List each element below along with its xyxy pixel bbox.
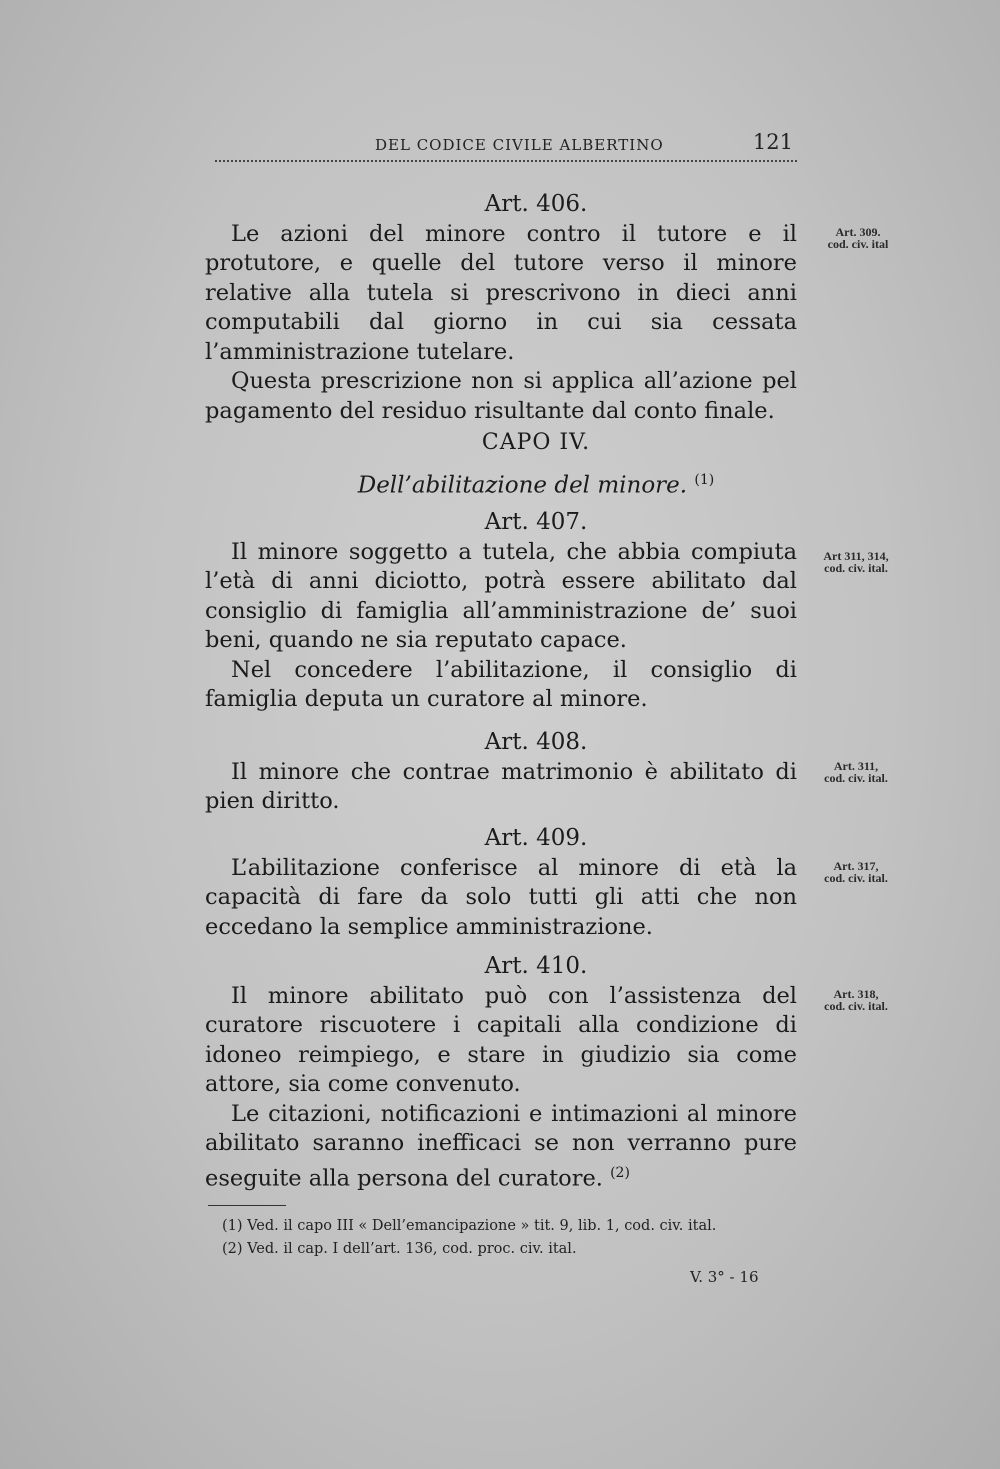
footnote: (1) Ved. il capo III « Dell’emancipazione » tit. 9, lib. 1, cod. civ. ital. [222, 1218, 717, 1234]
article-paragraph-text: Le citazioni, notificazioni e intimazioni al minore abilitato saranno inefficaci se non verranno pure eseguite alla persona del curatore. [205, 1100, 797, 1191]
article-paragraph: L’abilitazione conferisce al minore di età la capacità di fare da solo tutti gli atti che non eccedano la semplice amministrazione. [205, 854, 797, 940]
margin-note-410 [806, 988, 906, 1012]
margin-note-line: Art. 318, [833, 987, 879, 1001]
article-paragraph: Questa prescrizione non si applica all’azione pel pagamento del residuo risultante dal conto finale. [205, 368, 797, 424]
margin-note-line: Art 311, 314, [823, 549, 889, 563]
article-heading: Art. 410. [484, 953, 588, 979]
running-title: DEL CODICE CIVILE ALBERTINO [375, 136, 664, 154]
footnote: (2) Ved. il cap. I dell’art. 136, cod. proc. civ. ital. [222, 1241, 577, 1257]
chapter-title: CAPO IV. [481, 430, 591, 455]
margin-note-line: cod. civ. ital. [824, 771, 888, 785]
chapter-subtitle-text: Dell’abilitazione del minore. [357, 472, 688, 499]
article-407 [205, 508, 797, 715]
article-heading: Art. 407. [484, 509, 588, 535]
margin-note-line: Art. 317, [833, 859, 879, 873]
article-paragraph: Nel concedere l’abilitazione, il consiglio di famiglia deputa un curatore al minore. [205, 656, 797, 712]
article-paragraph: Il minore soggetto a tutela, che abbia compiuta l’età di anni diciotto, potrà essere abilitato dal consiglio di famiglia all’amministrazione de’ suoi beni, quando ne sia reputato capace. [205, 538, 797, 653]
margin-note-409 [806, 860, 906, 884]
margin-note-406 [808, 226, 908, 250]
running-head [215, 130, 795, 160]
margin-note-407 [806, 550, 906, 574]
footnote-reference: (1) [694, 471, 715, 488]
article-409 [205, 824, 797, 942]
header-rule [215, 160, 797, 162]
margin-note-408 [806, 760, 906, 784]
chapter-subtitle [205, 466, 797, 501]
article-paragraph: Il minore abilitato può con l’assistenza del curatore riscuotere i capitali alla condizione di idoneo reimpiego, e stare in giudizio sia come attore, sia come convenuto. [205, 982, 797, 1097]
chapter-heading [205, 428, 797, 501]
article-406 [205, 190, 797, 426]
article-408 [205, 728, 797, 817]
article-paragraph: Il minore che contrae matrimonio è abilitato di pien diritto. [205, 758, 797, 814]
margin-note-line: Art. 311, [833, 759, 879, 773]
margin-note-line: cod. civ. ital. [824, 561, 888, 575]
footnotes [222, 1215, 716, 1261]
signature-mark: V. 3° - 16 [690, 1268, 759, 1286]
margin-note-line: Art. 309. [835, 225, 881, 239]
article-heading: Art. 406. [484, 191, 588, 217]
footnote-reference: (2) [610, 1164, 630, 1181]
margin-note-line: cod. civ. ital. [824, 871, 888, 885]
article-heading: Art. 408. [484, 729, 588, 755]
page-number: 121 [752, 130, 793, 154]
margin-note-line: cod. civ. ital. [824, 999, 888, 1013]
footnote-rule [208, 1205, 286, 1206]
article-heading: Art. 409. [484, 825, 588, 851]
article-paragraph: Le azioni del minore contro il tutore e il protutore, e quelle del tutore verso il minore relative alla tutela si prescrivono in dieci anni computabili dal giorno in cui sia cessata l’amministrazione tutelare. [205, 220, 797, 365]
article-paragraph [205, 1100, 797, 1194]
article-410 [205, 952, 797, 1194]
margin-note-line: cod. civ. ital [827, 237, 889, 251]
